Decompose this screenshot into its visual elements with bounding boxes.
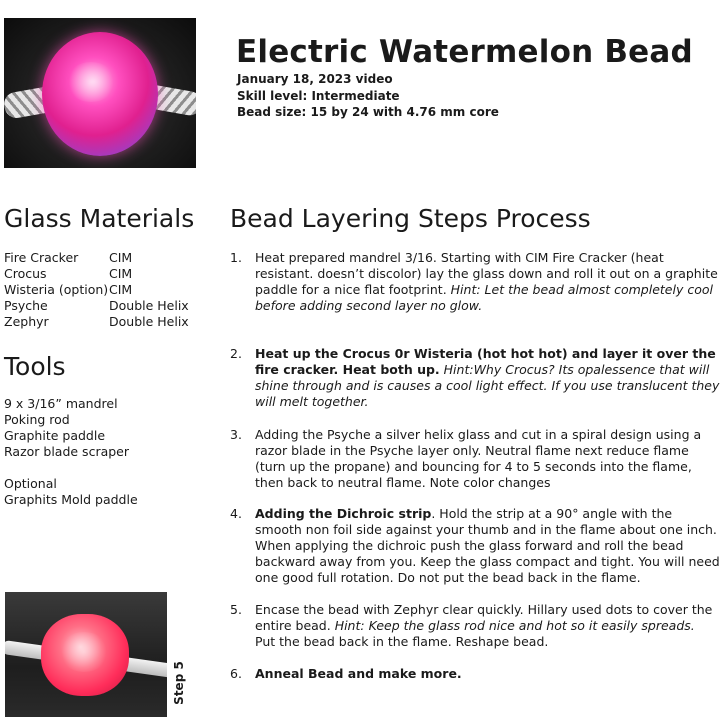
material-supplier: CIM	[109, 282, 133, 297]
step-text: Heat prepared mandrel 3/16. Starting with CIM Fire Cracker (heat resistant. doesn’t discolor) lay the glass down and roll it out on a graphite paddle for a nice flat footprint.	[255, 250, 718, 297]
step-number: 1.	[230, 250, 242, 265]
tool-item: 9 x 3/16” mandrel	[4, 396, 118, 411]
step-item	[230, 666, 720, 682]
step-hint: Hint:Why Crocus? Its opalessence that will shine through and is causes a cool light effect. If you use translucent they will melt together.	[255, 362, 720, 409]
step-photo-label: Step 5	[172, 661, 186, 705]
material-name: Psyche	[4, 298, 48, 313]
tool-item-optional: Graphits Mold paddle	[4, 492, 138, 507]
step-bold-text: Adding the Dichroic strip	[255, 506, 432, 521]
step-number: 5.	[230, 602, 242, 617]
bead-size: Bead size: 15 by 24 with 4.76 mm core	[237, 105, 499, 119]
material-supplier: CIM	[109, 250, 133, 265]
step-item	[230, 346, 720, 410]
material-name: Fire Cracker	[4, 250, 79, 265]
step-item	[230, 427, 720, 491]
step-bold-text: Anneal Bead and make more.	[255, 666, 462, 681]
step-item	[230, 506, 720, 586]
material-supplier: Double Helix	[109, 298, 189, 313]
step-text: . Hold the strip at a 90° angle with the smooth non foil side against your thumb and in the flame about one inch. When applying the dichroic push the glass forward and roll the bead backward away from you. Keep the glass compact and tight. You will need one good full rotation. Do not put the bead back in the flame.	[255, 506, 720, 585]
step-number: 2.	[230, 346, 242, 361]
step-text: Put the bead back in the flame. Reshape bead.	[255, 634, 549, 649]
step-bold-text: Heat up the Crocus 0r Wisteria (hot hot hot) and layer it over the fire cracker. Heat both up.	[255, 346, 716, 377]
process-heading: Bead Layering Steps Process	[230, 204, 591, 233]
step-item	[230, 602, 720, 650]
material-supplier: Double Helix	[109, 314, 189, 329]
material-supplier: CIM	[109, 266, 133, 281]
step-number: 3.	[230, 427, 242, 442]
step-hint: Hint: Let the bead almost completely cool before adding second layer no glow.	[255, 282, 713, 313]
page-title: Electric Watermelon Bead	[236, 34, 693, 70]
video-date: January 18, 2023 video	[237, 72, 393, 86]
step-hint: Hint: Keep the glass rod nice and hot so it easily spreads.	[334, 618, 695, 633]
tools-heading: Tools	[4, 352, 66, 381]
step-item	[230, 250, 720, 314]
skill-level: Skill level: Intermediate	[237, 89, 400, 103]
tool-item: Razor blade scraper	[4, 444, 130, 459]
tool-item: Poking rod	[4, 412, 70, 427]
step-number: 4.	[230, 506, 242, 521]
step-number: 6.	[230, 666, 242, 681]
material-name: Wisteria (option)	[4, 282, 109, 297]
step-text: Encase the bead with Zephyr clear quickly. Hillary used dots to cover the entire bead.	[255, 602, 713, 633]
tool-item: Graphite paddle	[4, 428, 106, 443]
materials-heading: Glass Materials	[4, 204, 195, 233]
material-name: Zephyr	[4, 314, 49, 329]
material-name: Crocus	[4, 266, 47, 281]
step-5-photo	[5, 592, 167, 717]
step-text: Adding the Psyche a silver helix glass and cut in a spiral design using a razor blade in the Psyche layer only. Neutral flame next reduce flame (turn up the propane) and bouncing for 4 to 5 seconds into the flame, then back to neutral flame. Note color changes	[255, 427, 702, 490]
bead-photo	[4, 18, 196, 168]
optional-label: Optional	[4, 476, 57, 491]
